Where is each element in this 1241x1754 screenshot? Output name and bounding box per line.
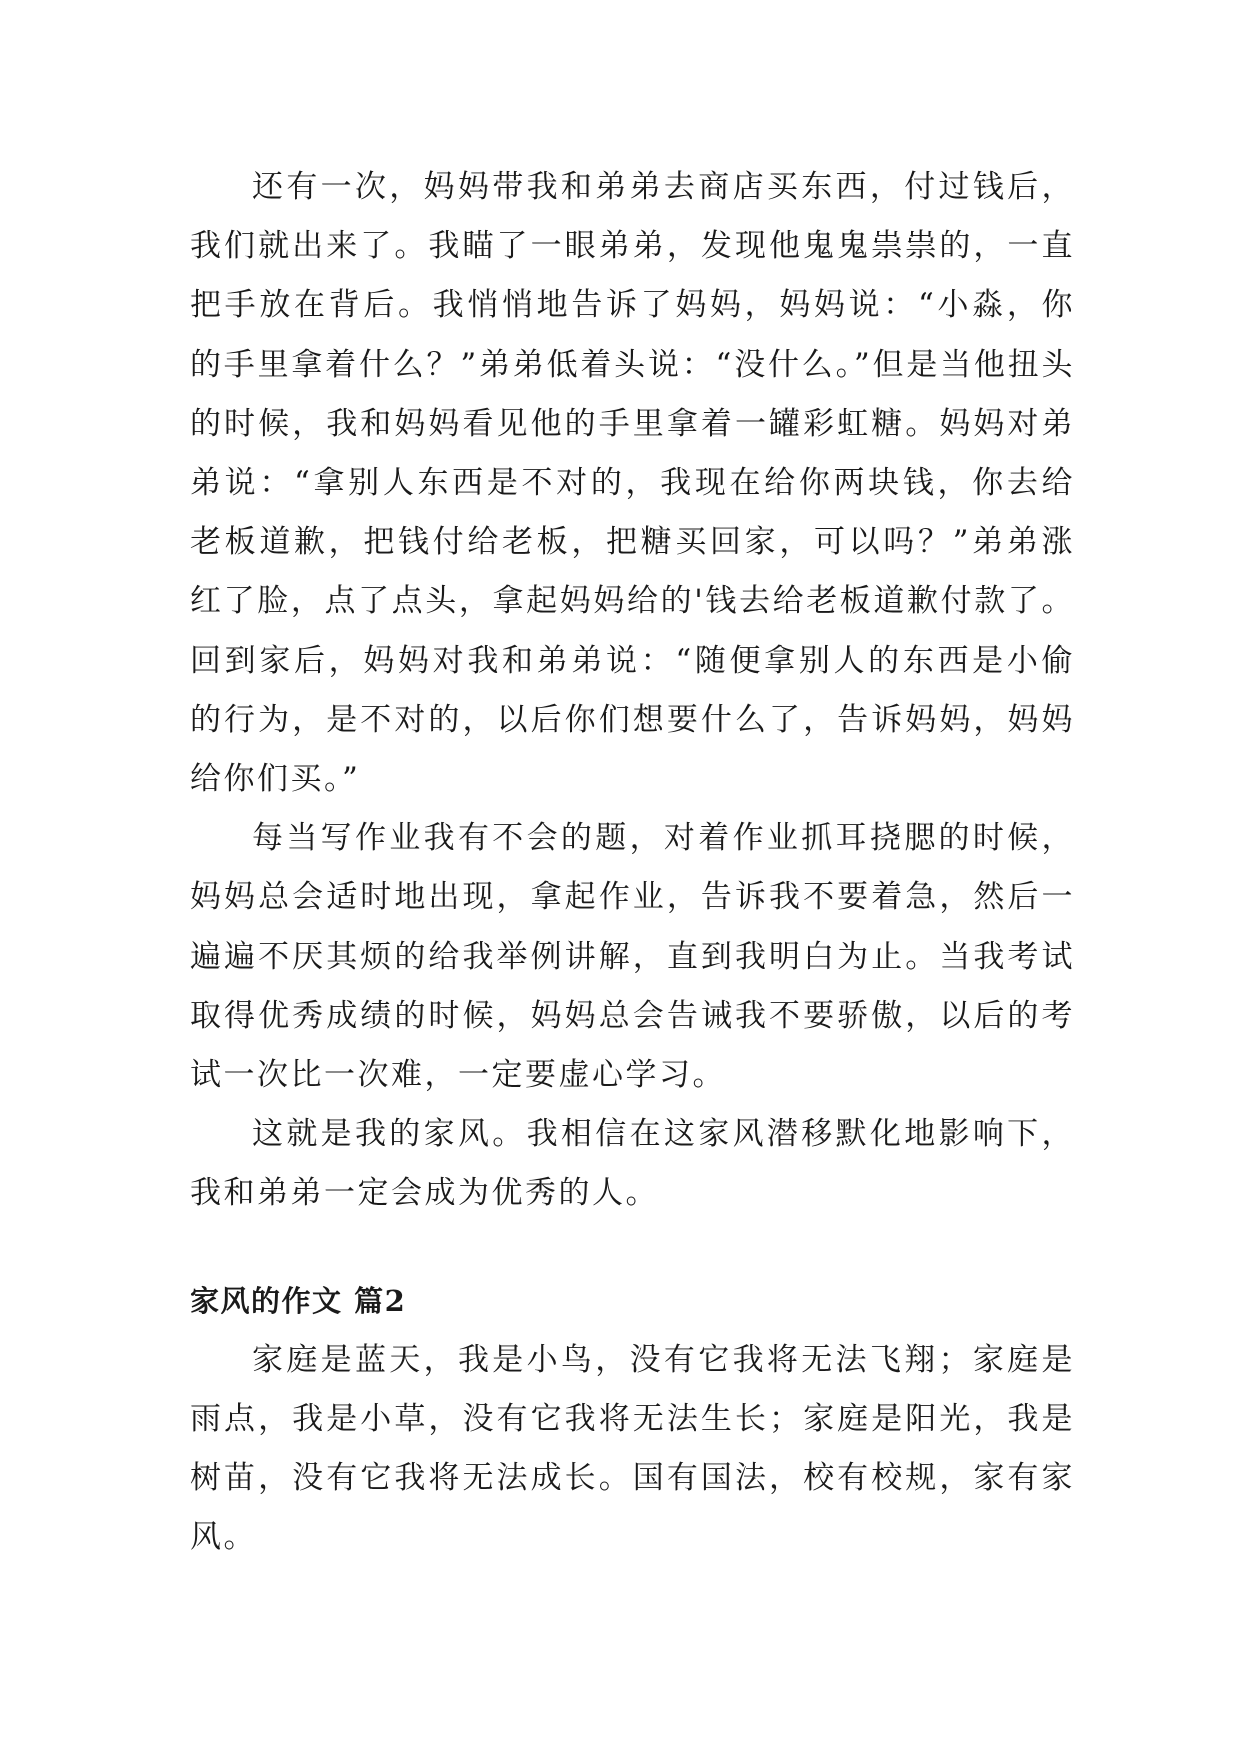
section-heading: 家风的作文 篇2 — [190, 1283, 407, 1318]
paragraph-homework: 每当写作业我有不会的题，对着作业抓耳挠腮的时候，妈妈总会适时地出现，拿起作业，告诉我不要着急，然后一遍遍不厌其烦的给我举例讲解，直到我明白为止。当我考试取得优秀成绩的时候，妈妈总会告诫我不要骄傲，以后的考试一次比一次难，一定要虚心学习。 — [190, 820, 1075, 1094]
document-body — [190, 158, 1075, 1568]
paragraph-store-story: 还有一次，妈妈带我和弟弟去商店买东西，付过钱后，我们就出来了。我瞄了一眼弟弟，发现他鬼鬼祟祟的，一直把手放在背后。我悄悄地告诉了妈妈，妈妈说：“小淼，你的手里拿着什么？”弟弟低着头说：“没什么。”但是当他扭头的时候，我和妈妈看见他的手里拿着一罐彩虹糖。妈妈对弟弟说：“拿别人东西是不对的，我现在给你两块钱，你去给老板道歉，把钱付给老板，把糖买回家，可以吗？”弟弟涨红了脸，点了点头，拿起妈妈给的'钱去给老板道歉付款了。回到家后，妈妈对我和弟弟说：“随便拿别人的东西是小偷的行为，是不对的，以后你们想要什么了，告诉妈妈，妈妈给你们买。” — [190, 169, 1075, 798]
paragraph-family-intro: 家庭是蓝天，我是小鸟，没有它我将无法飞翔；家庭是雨点，我是小草，没有它我将无法生长；家庭是阳光，我是树苗，没有它我将无法成长。国有国法，校有校规，家有家风。 — [190, 1341, 1075, 1556]
paragraph-conclusion: 这就是我的家风。我相信在这家风潜移默化地影响下，我和弟弟一定会成为优秀的人。 — [190, 1116, 1075, 1212]
